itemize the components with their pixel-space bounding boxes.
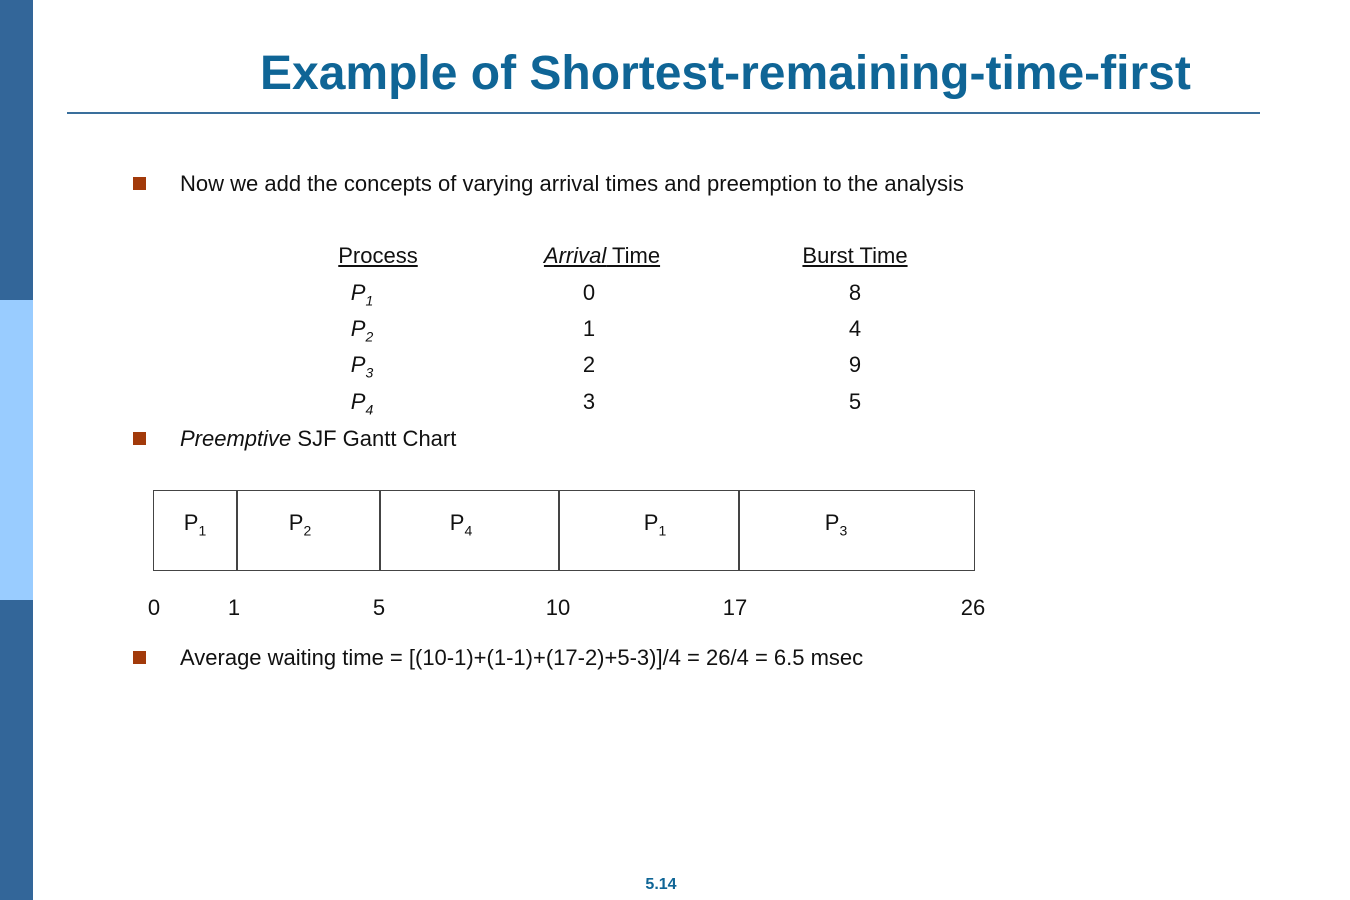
segment-process: P bbox=[643, 510, 659, 535]
bullet-icon bbox=[133, 651, 146, 664]
gantt-divider bbox=[379, 490, 381, 571]
segment-process: P bbox=[449, 510, 465, 535]
sidebar-band-middle bbox=[0, 300, 33, 600]
arrival-cell: 3 bbox=[582, 389, 596, 414]
bullet-text-2 bbox=[180, 426, 456, 452]
bullet-icon bbox=[133, 432, 146, 445]
bullet-text-2-italic: Preemptive bbox=[180, 426, 292, 451]
header-burst: Burst Time bbox=[802, 243, 908, 268]
slide-title: Example of Shortest-remaining-time-first bbox=[260, 47, 1191, 100]
segment-subscript: 4 bbox=[464, 522, 473, 539]
bullet-text-2-rest: SJF Gantt Chart bbox=[297, 426, 457, 451]
segment-subscript: 2 bbox=[303, 522, 312, 539]
process-cell bbox=[351, 389, 373, 417]
header-arrival-rest: Time bbox=[606, 243, 661, 268]
sidebar-band-bottom bbox=[0, 600, 33, 900]
segment-process: P bbox=[288, 510, 304, 535]
segment-subscript: 1 bbox=[658, 522, 667, 539]
process-subscript: 4 bbox=[365, 401, 374, 418]
process-name: P bbox=[350, 280, 366, 305]
segment-process: P bbox=[183, 510, 199, 535]
gantt-tick-label: 5 bbox=[372, 595, 386, 620]
process-name: P bbox=[350, 316, 366, 341]
segment-process: P bbox=[824, 510, 840, 535]
gantt-divider bbox=[738, 490, 740, 571]
page-number: 5.14 bbox=[645, 876, 677, 893]
header-arrival bbox=[544, 243, 660, 269]
process-subscript: 2 bbox=[365, 328, 374, 345]
burst-cell: 5 bbox=[848, 389, 862, 414]
gantt-segment-label bbox=[289, 510, 311, 538]
gantt-divider bbox=[236, 490, 238, 571]
gantt-segment-label bbox=[825, 510, 847, 538]
process-cell bbox=[351, 352, 373, 380]
gantt-tick-label: 17 bbox=[722, 595, 748, 620]
arrival-cell: 1 bbox=[582, 316, 596, 341]
bullet-text-1: Now we add the concepts of varying arrival times and preemption to the analysis bbox=[180, 171, 964, 196]
sidebar-band-top bbox=[0, 0, 33, 300]
gantt-divider bbox=[558, 490, 560, 571]
process-subscript: 3 bbox=[365, 364, 374, 381]
gantt-tick-label: 0 bbox=[147, 595, 161, 620]
process-cell bbox=[351, 280, 373, 308]
gantt-tick-label: 26 bbox=[960, 595, 986, 620]
burst-cell: 9 bbox=[848, 352, 862, 377]
burst-cell: 8 bbox=[848, 280, 862, 305]
process-name: P bbox=[350, 352, 366, 377]
segment-subscript: 1 bbox=[198, 522, 207, 539]
title-rule bbox=[67, 112, 1260, 114]
header-process: Process bbox=[338, 243, 418, 268]
arrival-cell: 2 bbox=[582, 352, 596, 377]
gantt-tick-label: 10 bbox=[545, 595, 571, 620]
bullet-icon bbox=[133, 177, 146, 190]
arrival-cell: 0 bbox=[582, 280, 596, 305]
process-cell bbox=[351, 316, 373, 344]
bullet-text-3: Average waiting time = [(10-1)+(1-1)+(17-2)+5-3)]/4 = 26/4 = 6.5 msec bbox=[180, 645, 864, 670]
gantt-tick-label: 1 bbox=[227, 595, 241, 620]
gantt-segment-label bbox=[644, 510, 666, 538]
burst-cell: 4 bbox=[848, 316, 862, 341]
gantt-segment-label bbox=[450, 510, 472, 538]
process-name: P bbox=[350, 389, 366, 414]
gantt-segment-label bbox=[184, 510, 206, 538]
gantt-chart bbox=[153, 490, 975, 571]
header-arrival-italic: Arrival bbox=[543, 243, 607, 268]
process-subscript: 1 bbox=[365, 292, 374, 309]
segment-subscript: 3 bbox=[839, 522, 848, 539]
